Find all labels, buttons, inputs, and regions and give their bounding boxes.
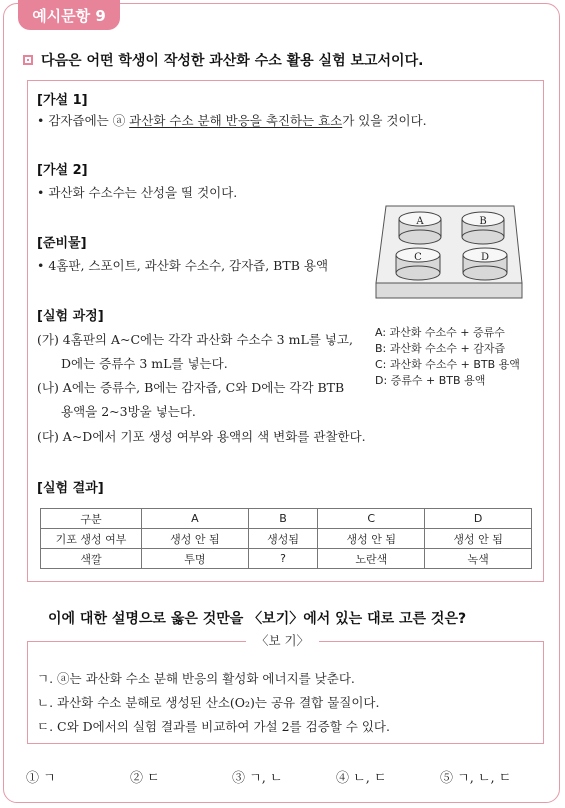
square-bullet-icon <box>23 55 33 65</box>
bogi-box <box>27 641 544 744</box>
table-cell: 투명 <box>142 549 249 569</box>
choice-1[interactable]: ① ㄱ <box>26 771 56 786</box>
four-well-plate-illustration <box>374 203 524 303</box>
well-c <box>396 248 440 280</box>
legend-b: B: 과산화 수소수 + 감자즙 <box>375 342 506 355</box>
table-cell: 녹색 <box>425 549 532 569</box>
bogi-item-2: ㄴ. 과산화 수소 분해로 생성된 산소(O₂)는 공유 결합 물질이다. <box>37 695 380 710</box>
hypothesis-2-heading: [가설 2] <box>37 163 88 178</box>
question-prompt: 이에 대한 설명으로 옳은 것만을 〈보기〉에서 있는 대로 고른 것은? <box>48 611 467 627</box>
plate-legend <box>375 325 520 389</box>
results-heading: [실험 결과] <box>37 481 104 496</box>
well-label-a: A <box>416 216 424 227</box>
table-header-cell: 구분 <box>41 509 142 529</box>
bogi-item-1: ㄱ. ⓐ는 과산화 수소 분해 반응의 활성화 에너지를 낮춘다. <box>37 671 355 686</box>
hypothesis-2-text: • 과산화 수소수는 산성을 띨 것이다. <box>37 185 238 200</box>
well-d <box>463 248 507 280</box>
procedure-step-1a: (가) 4홈판의 A~C에는 각각 과산화 수소수 3 mL를 넣고, <box>37 332 353 347</box>
choice-3[interactable]: ③ ㄱ, ㄴ <box>232 771 283 786</box>
materials-heading: [준비물] <box>37 236 87 251</box>
well-b <box>462 212 504 244</box>
table-cell: 노란색 <box>318 549 425 569</box>
table-header-cell: B <box>248 509 318 529</box>
procedure-step-2a: (나) A에는 증류수, B에는 감자즙, C와 D에는 각각 BTB <box>37 380 345 395</box>
legend-a: A: 과산화 수소수 + 증류수 <box>375 326 505 339</box>
table-cell: 생성 안 됨 <box>318 529 425 549</box>
well-label-d: D <box>480 252 490 263</box>
choice-4[interactable]: ④ ㄴ, ㄷ <box>336 771 387 786</box>
well-label-c: C <box>414 252 422 263</box>
bogi-title: 〈보 기〉 <box>0 631 565 649</box>
table-cell: ? <box>248 549 318 569</box>
legend-c: C: 과산화 수소수 + BTB 용액 <box>375 358 520 371</box>
procedure-step-2b: 용액을 2~3방울 넣는다. <box>61 404 196 419</box>
example-tab: 예시문항 9 <box>18 0 120 30</box>
materials-text: • 4홈판, 스포이트, 과산화 수소수, 감자즙, BTB 용액 <box>37 258 329 273</box>
results-table <box>40 508 532 569</box>
table-cell: 생성 안 됨 <box>142 529 249 549</box>
experiment-report <box>27 80 544 582</box>
choice-2[interactable]: ② ㄷ <box>130 771 160 786</box>
legend-d: D: 증류수 + BTB 용액 <box>375 374 486 387</box>
table-cell: 생성됨 <box>248 529 318 549</box>
title-text: 다음은 어떤 학생이 작성한 과산화 수소 활용 실험 보고서이다. <box>41 53 424 69</box>
table-header-cell: D <box>425 509 532 529</box>
procedure-step-1b: D에는 증류수 3 mL를 넣는다. <box>61 356 228 371</box>
choice-5[interactable]: ⑤ ㄱ, ㄴ, ㄷ <box>440 771 512 786</box>
table-header-cell: C <box>318 509 425 529</box>
procedure-step-3: (다) A~D에서 기포 생성 여부와 용액의 색 변화를 관찰한다. <box>37 429 366 444</box>
table-cell: 생성 안 됨 <box>425 529 532 549</box>
question-title <box>23 50 423 70</box>
well-label-b: B <box>479 216 487 227</box>
well-a <box>399 212 441 244</box>
table-row <box>41 529 532 549</box>
table-header-cell: A <box>142 509 249 529</box>
bogi-item-3: ㄷ. C와 D에서의 실험 결과를 비교하여 가설 2를 검증할 수 있다. <box>37 719 390 734</box>
table-row <box>41 549 532 569</box>
table-cell: 기포 생성 여부 <box>41 529 142 549</box>
hypothesis-1-text: • 감자즙에는 ⓐ 과산화 수소 분해 반응을 촉진하는 효소가 있을 것이다. <box>37 113 427 128</box>
table-header-row <box>41 509 532 529</box>
hypothesis-1-heading: [가설 1] <box>37 93 88 108</box>
procedure-heading: [실험 과정] <box>37 309 104 324</box>
enzyme-underline: 과산화 수소 분해 반응을 촉진하는 효소 <box>129 113 343 128</box>
table-cell: 색깔 <box>41 549 142 569</box>
